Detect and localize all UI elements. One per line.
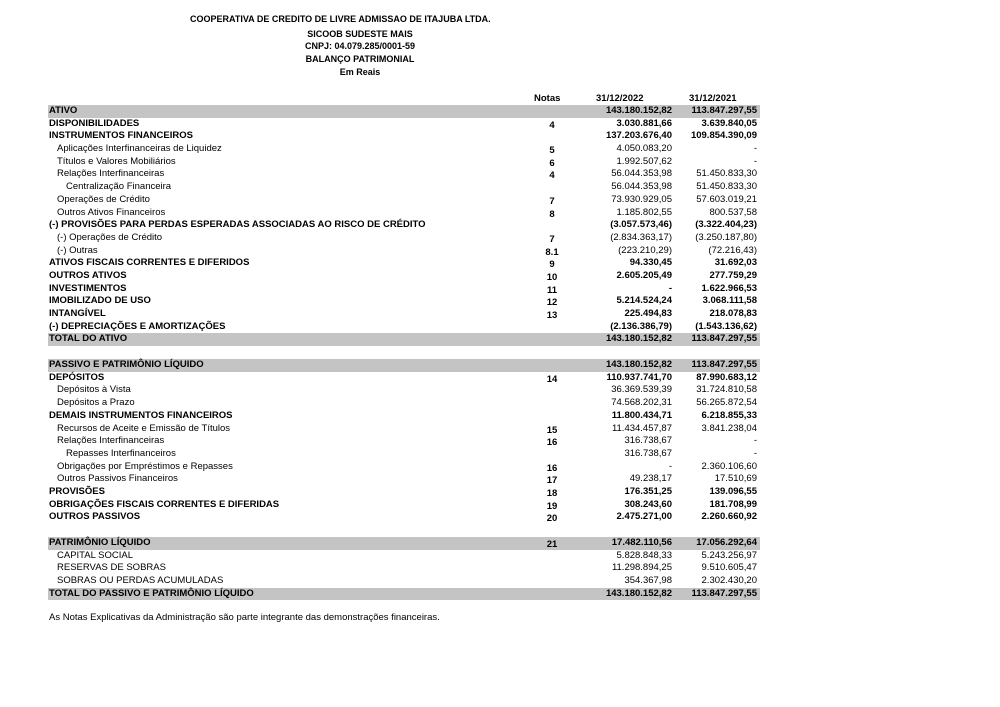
value-2021: 3.639.840,05 bbox=[701, 117, 757, 129]
table-row bbox=[48, 321, 760, 334]
value-2021: 6.218.855,33 bbox=[701, 409, 757, 421]
row-label: DEPÓSITOS bbox=[49, 371, 105, 383]
table-row bbox=[48, 410, 760, 423]
value-2021: (3.250.187,80) bbox=[695, 231, 757, 243]
table-row bbox=[48, 194, 760, 207]
value-2022: 316.738,67 bbox=[624, 447, 672, 459]
value-2022: 73.930.929,05 bbox=[611, 193, 672, 205]
value-2022: 36.369.539,39 bbox=[611, 384, 672, 396]
section-header-row bbox=[48, 105, 760, 118]
table-row bbox=[48, 168, 760, 181]
row-label: Centralização Financeira bbox=[66, 181, 172, 193]
row-label: CAPITAL SOCIAL bbox=[57, 549, 134, 561]
row-nota: 16 bbox=[546, 462, 558, 474]
value-2022: 5.214.524,24 bbox=[616, 295, 672, 307]
value-2021: 31.692,03 bbox=[714, 257, 757, 269]
row-label: TOTAL DO PASSIVO E PATRIMÔNIO LÍQUIDO bbox=[49, 587, 254, 599]
row-label: ATIVOS FISCAIS CORRENTES E DIFERIDOS bbox=[49, 257, 250, 269]
table-row bbox=[48, 435, 760, 448]
row-label: OUTROS ATIVOS bbox=[49, 269, 127, 281]
row-label: Relações Interfinanceiras bbox=[57, 168, 165, 180]
section-header-row bbox=[48, 333, 760, 346]
row-nota: 7 bbox=[549, 233, 555, 245]
notas-header: Notas bbox=[534, 93, 561, 104]
value-2021: 17.510,69 bbox=[714, 473, 757, 485]
value-2022: 137.203.676,40 bbox=[605, 130, 672, 142]
row-nota: 4 bbox=[549, 170, 555, 182]
row-nota: 9 bbox=[549, 259, 555, 271]
value-2021: 139.096,55 bbox=[709, 485, 757, 497]
table-row bbox=[48, 397, 760, 410]
value-2022: 143.180.152,82 bbox=[605, 587, 672, 599]
table-body bbox=[48, 105, 760, 600]
value-2022: 2.605.205,49 bbox=[616, 269, 672, 281]
value-2021: - bbox=[753, 155, 757, 167]
value-2021: 17.056.292,64 bbox=[696, 537, 757, 548]
row-label: Outros Passivos Financeiros bbox=[57, 473, 178, 485]
row-nota: 5 bbox=[549, 145, 555, 157]
table-row bbox=[48, 511, 760, 524]
value-2022: 1.992.507,62 bbox=[616, 155, 672, 167]
table-row bbox=[48, 219, 760, 232]
value-2021: 109.854.390,09 bbox=[690, 130, 757, 142]
row-nota: 19 bbox=[546, 500, 558, 512]
table-row bbox=[48, 486, 760, 499]
value-2022: 4.050.083,20 bbox=[616, 143, 672, 155]
table-row bbox=[48, 245, 760, 258]
value-2022: 3.030.881,66 bbox=[616, 117, 672, 129]
row-nota: 21 bbox=[546, 539, 558, 550]
section-header-row bbox=[48, 359, 760, 372]
section-spacer bbox=[48, 524, 760, 537]
row-nota: 20 bbox=[546, 513, 558, 525]
table-row bbox=[48, 308, 760, 321]
table-row bbox=[48, 562, 760, 575]
value-2022: 11.800.434,71 bbox=[611, 409, 672, 421]
table-row bbox=[48, 372, 760, 385]
value-2021: 113.847.297,55 bbox=[691, 587, 757, 599]
table-row bbox=[48, 461, 760, 474]
value-2021: (72.216,43) bbox=[708, 244, 757, 256]
value-2022: 74.568.202,31 bbox=[611, 397, 672, 409]
row-label: (-) DEPRECIAÇÕES E AMORTIZAÇÕES bbox=[49, 320, 226, 332]
value-2021: 1.622.966,53 bbox=[701, 282, 757, 294]
row-nota: 6 bbox=[549, 157, 555, 169]
row-nota: 13 bbox=[546, 310, 558, 321]
value-2021: 5.243.256,97 bbox=[701, 549, 757, 561]
row-label: OUTROS PASSIVOS bbox=[49, 511, 141, 523]
row-label: Relações Interfinanceiras bbox=[57, 435, 165, 447]
table-row bbox=[48, 181, 760, 194]
table-row bbox=[48, 207, 760, 220]
value-2022: (3.057.573,46) bbox=[610, 219, 672, 231]
table-row bbox=[48, 423, 760, 436]
value-2022: 17.482.110,56 bbox=[611, 537, 672, 548]
row-label: INTANGÍVEL bbox=[49, 308, 106, 319]
row-nota: 8.1 bbox=[545, 246, 559, 258]
row-label: PATRIMÔNIO LÍQUIDO bbox=[49, 537, 151, 548]
row-label: INVESTIMENTOS bbox=[49, 282, 127, 294]
value-2022: (2.136.386,79) bbox=[610, 320, 672, 332]
section-header-row bbox=[48, 537, 760, 550]
row-nota: 12 bbox=[546, 297, 558, 309]
date-2021-header: 31/12/2021 bbox=[689, 93, 737, 104]
row-nota: 11 bbox=[546, 284, 558, 296]
table-row bbox=[48, 499, 760, 512]
brand-name: SICOOB SUDESTE MAIS bbox=[307, 29, 413, 39]
row-label: Depósitos a Prazo bbox=[57, 397, 135, 409]
value-2022: 143.180.152,82 bbox=[605, 105, 672, 116]
value-2022: 143.180.152,82 bbox=[605, 333, 672, 345]
table-row bbox=[48, 448, 760, 461]
row-label: Obrigações por Empréstimos e Repasses bbox=[57, 460, 233, 472]
table-row bbox=[48, 575, 760, 588]
company-name: COOPERATIVA DE CREDITO DE LIVRE ADMISSAO DE ITAJUBA LTDA. bbox=[190, 14, 491, 24]
column-header-row bbox=[48, 92, 760, 105]
row-label: DEMAIS INSTRUMENTOS FINANCEIROS bbox=[49, 409, 233, 421]
value-2022: (2.834.363,17) bbox=[610, 231, 672, 243]
row-label: RESERVAS DE SOBRAS bbox=[57, 562, 166, 574]
row-nota: 10 bbox=[546, 271, 558, 283]
value-2021: 9.510.605,47 bbox=[701, 562, 757, 574]
table-row bbox=[48, 257, 760, 270]
table-row bbox=[48, 118, 760, 131]
value-2021: 56.265.872,54 bbox=[696, 397, 757, 409]
balance-sheet-table bbox=[48, 92, 760, 600]
value-2022: (223.210,29) bbox=[618, 244, 672, 256]
value-2021: (3.322.404,23) bbox=[695, 219, 757, 231]
value-2022: 56.044.353,98 bbox=[611, 168, 672, 180]
date-2022-header: 31/12/2022 bbox=[596, 93, 644, 104]
row-label: Depósitos à Vista bbox=[57, 384, 131, 396]
row-label: PASSIVO E PATRIMÔNIO LÍQUIDO bbox=[49, 359, 204, 371]
value-2021: 2.360.106,60 bbox=[701, 460, 757, 472]
table-row bbox=[48, 156, 760, 169]
value-2021: 51.450.833,30 bbox=[696, 181, 757, 193]
row-label: PROVISÕES bbox=[49, 485, 105, 497]
value-2021: - bbox=[753, 143, 757, 155]
value-2021: 87.990.683,12 bbox=[696, 371, 757, 383]
value-2022: 354.367,98 bbox=[624, 575, 672, 587]
value-2021: 3.841.238,04 bbox=[701, 422, 757, 434]
value-2021: 51.450.833,30 bbox=[696, 168, 757, 180]
value-2021: 2.302.430,20 bbox=[701, 575, 757, 587]
table-row bbox=[48, 473, 760, 486]
row-label: (-) Operações de Crédito bbox=[57, 231, 163, 243]
row-nota: 4 bbox=[549, 119, 555, 131]
row-label: Títulos e Valores Mobiliários bbox=[57, 155, 176, 167]
value-2021: 113.847.297,55 bbox=[691, 359, 757, 371]
row-nota: 18 bbox=[546, 487, 558, 499]
row-label: OBRIGAÇÕES FISCAIS CORRENTES E DIFERIDAS bbox=[49, 498, 280, 510]
value-2021: 57.603.019,21 bbox=[696, 193, 757, 205]
row-label: ATIVO bbox=[49, 105, 78, 116]
table-row bbox=[48, 232, 760, 245]
row-label: IMOBILIZADO DE USO bbox=[49, 295, 151, 307]
value-2022: 316.738,67 bbox=[624, 435, 672, 447]
table-row bbox=[48, 130, 760, 143]
value-2021: 3.068.111,58 bbox=[702, 295, 757, 307]
value-2022: 2.475.271,00 bbox=[616, 511, 672, 523]
row-label: SOBRAS OU PERDAS ACUMULADAS bbox=[57, 575, 224, 587]
row-nota: 17 bbox=[546, 475, 558, 487]
value-2022: 94.330,45 bbox=[629, 257, 672, 269]
value-2021: 218.078,83 bbox=[709, 308, 757, 319]
value-2022: 225.494,83 bbox=[624, 308, 672, 319]
row-label: DISPONIBILIDADES bbox=[49, 117, 140, 129]
value-2022: 11.434.457,87 bbox=[611, 422, 672, 434]
row-label: TOTAL DO ATIVO bbox=[49, 333, 128, 345]
value-2022: 1.185.802,55 bbox=[616, 206, 672, 218]
value-2022: - bbox=[668, 282, 672, 294]
row-label: Operações de Crédito bbox=[57, 193, 150, 205]
value-2021: 181.708,99 bbox=[709, 498, 757, 510]
value-2022: 5.828.848,33 bbox=[616, 549, 672, 561]
value-2022: 143.180.152,82 bbox=[605, 359, 672, 371]
value-2022: 176.351,25 bbox=[624, 485, 672, 497]
row-label: Aplicações Interfinanceiras de Liquidez bbox=[57, 143, 222, 155]
value-2022: - bbox=[668, 460, 672, 472]
value-2021: 113.847.297,55 bbox=[691, 105, 757, 116]
row-label: Repasses Interfinanceiros bbox=[66, 447, 176, 459]
row-label: (-) Outras bbox=[57, 244, 98, 256]
row-label: Outros Ativos Financeiros bbox=[57, 206, 166, 218]
row-label: Recursos de Aceite e Emissão de Títulos bbox=[57, 422, 231, 434]
value-2021: (1.543.136,62) bbox=[695, 320, 757, 332]
footnote: As Notas Explicativas da Administração são parte integrante das demonstrações financeiras. bbox=[49, 612, 440, 623]
value-2022: 49.238,17 bbox=[629, 473, 672, 485]
value-2021: 2.260.660,92 bbox=[701, 511, 757, 523]
row-nota: 8 bbox=[549, 208, 555, 220]
value-2022: 110.937.741,70 bbox=[606, 371, 672, 383]
cnpj: CNPJ: 04.079.285/0001-59 bbox=[304, 41, 416, 51]
row-nota: 14 bbox=[546, 373, 558, 385]
currency-unit: Em Reais bbox=[339, 67, 381, 77]
row-nota: 7 bbox=[549, 195, 555, 207]
value-2022: 56.044.353,98 bbox=[611, 181, 672, 193]
value-2021: 113.847.297,55 bbox=[691, 333, 757, 345]
table-row bbox=[48, 295, 760, 308]
table-row bbox=[48, 270, 760, 283]
row-label: (-) PROVISÕES PARA PERDAS ESPERADAS ASSOCIADAS AO RISCO DE CRÉDITO bbox=[49, 219, 426, 231]
row-nota: 15 bbox=[546, 424, 558, 436]
table-row bbox=[48, 550, 760, 563]
row-nota: 16 bbox=[546, 437, 558, 449]
section-header-row bbox=[48, 588, 760, 601]
row-label: INSTRUMENTOS FINANCEIROS bbox=[49, 130, 193, 142]
value-2021: 277.759,29 bbox=[709, 269, 757, 281]
table-row bbox=[48, 283, 760, 296]
value-2022: 11.298.894,25 bbox=[611, 562, 672, 574]
value-2022: 308.243,60 bbox=[624, 498, 672, 510]
value-2021: 31.724.810,58 bbox=[696, 384, 757, 396]
table-row bbox=[48, 384, 760, 397]
value-2021: - bbox=[753, 435, 757, 447]
report-title: BALANÇO PATRIMONIAL bbox=[305, 54, 415, 64]
section-spacer bbox=[48, 346, 760, 359]
table-row bbox=[48, 143, 760, 156]
value-2021: 800.537,58 bbox=[709, 206, 757, 218]
value-2021: - bbox=[753, 447, 757, 459]
